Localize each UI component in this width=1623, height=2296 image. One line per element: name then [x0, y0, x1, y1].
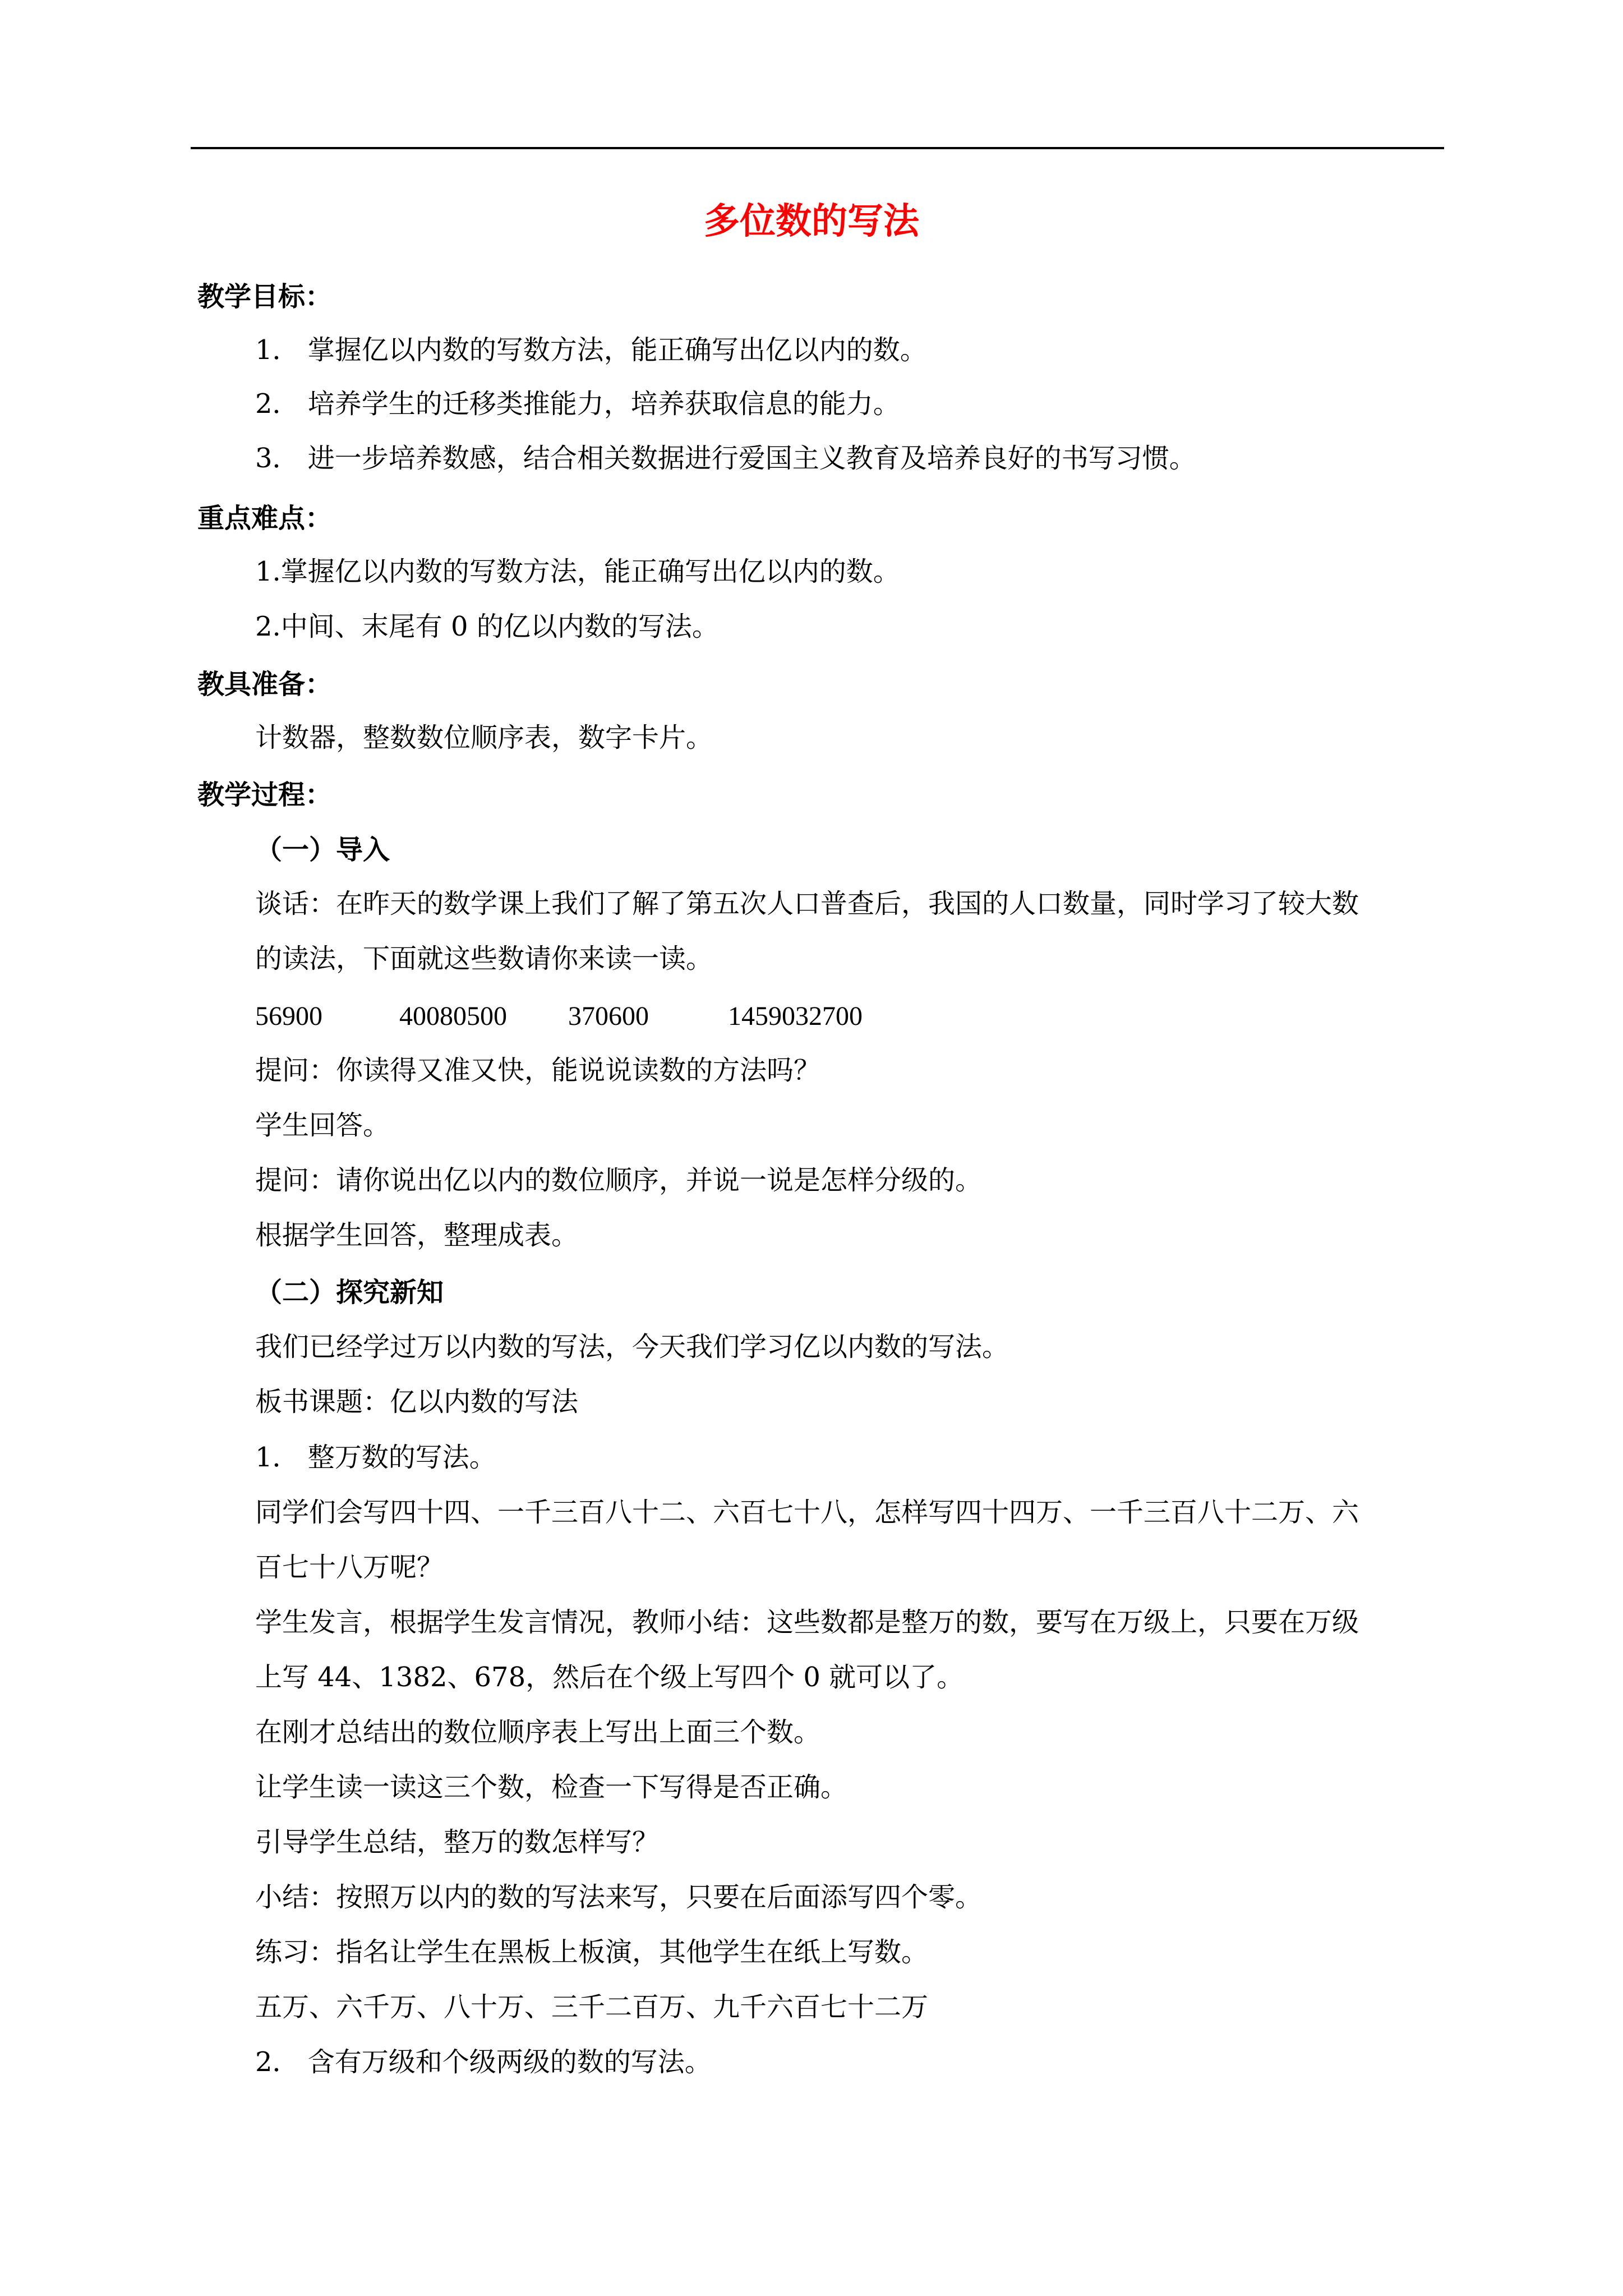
paragraph-line: 学生发言，根据学生发言情况，教师小结：这些数都是整万的数，要写在万级上，只要在万级 — [255, 1607, 1359, 1638]
paragraph-line: 同学们会写四十四、一千三百八十二、六百七十八，怎样写四十四万、一千三百八十二万、六 — [255, 1497, 1359, 1528]
reading-number: 1459032700 — [728, 1001, 863, 1031]
reading-number: 370600 — [568, 1001, 649, 1031]
paragraph-line: 练习：指名让学生在黑板上板演，其他学生在纸上写数。 — [255, 1936, 929, 1968]
paragraph-line: 板书课题：亿以内数的写法 — [255, 1386, 579, 1418]
goal-item: 2． 培养学生的迁移类推能力，培养获取信息的能力。 — [255, 388, 900, 420]
paragraph-line: 学生回答。 — [255, 1110, 390, 1141]
key-points-heading: 重点难点： — [197, 503, 333, 534]
document-title: 多位数的写法 — [704, 201, 919, 242]
tools-heading: 教具准备： — [197, 669, 333, 700]
paragraph-line: 五万、六千万、八十万、三千二百万、九千六百七十二万 — [255, 1991, 929, 2023]
paragraph-line: 根据学生回答，整理成表。 — [255, 1220, 579, 1251]
tools-text: 计数器，整数数位顺序表，数字卡片。 — [255, 722, 713, 753]
paragraph-line: 引导学生总结，整万的数怎样写？ — [255, 1826, 660, 1858]
paragraph-line: 提问：请你说出亿以内的数位顺序，并说一说是怎样分级的。 — [255, 1165, 983, 1196]
paragraph-line: 谈话：在昨天的数学课上我们了解了第五次人口普查后，我国的人口数量，同时学习了较大数 — [255, 888, 1359, 919]
paragraph-line: 我们已经学过万以内数的写法，今天我们学习亿以内数的写法。 — [255, 1331, 1009, 1363]
section-heading-intro: （一）导入 — [255, 834, 390, 866]
reading-number: 40080500 — [399, 1001, 507, 1031]
process-heading: 教学过程： — [197, 779, 333, 811]
paragraph-line: 百七十八万呢？ — [255, 1552, 444, 1583]
paragraph-line: 在刚才总结出的数位顺序表上写出上面三个数。 — [255, 1717, 821, 1748]
paragraph-line: 上写 44、1382、678，然后在个级上写四个 0 就可以了。 — [255, 1662, 964, 1693]
paragraph-line: 2． 含有万级和个级两级的数的写法。 — [255, 2046, 712, 2078]
section-heading-explore: （二）探究新知 — [255, 1277, 444, 1308]
paragraph-line: 1． 整万数的写法。 — [255, 1442, 496, 1473]
goal-item: 3． 进一步培养数感，结合相关数据进行爱国主义教育及培养良好的书写习惯。 — [255, 443, 1196, 474]
goal-item: 1． 掌握亿以内数的写数方法，能正确写出亿以内的数。 — [255, 334, 927, 366]
paragraph-line: 提问：你读得又准又快，能说说读数的方法吗？ — [255, 1055, 821, 1086]
paragraph-line: 小结：按照万以内的数的写法来写，只要在后面添写四个零。 — [255, 1881, 983, 1913]
paragraph-line: 的读法，下面就这些数请你来读一读。 — [255, 943, 713, 974]
reading-number: 56900 — [255, 1001, 322, 1031]
goals-heading: 教学目标： — [197, 281, 333, 312]
header-rule — [191, 147, 1444, 149]
key-point-item: 2.中间、末尾有 0 的亿以内数的写法。 — [255, 611, 719, 642]
key-point-item: 1.掌握亿以内数的写数方法，能正确写出亿以内的数。 — [255, 556, 900, 587]
paragraph-line: 让学生读一读这三个数，检查一下写得是否正确。 — [255, 1772, 848, 1803]
